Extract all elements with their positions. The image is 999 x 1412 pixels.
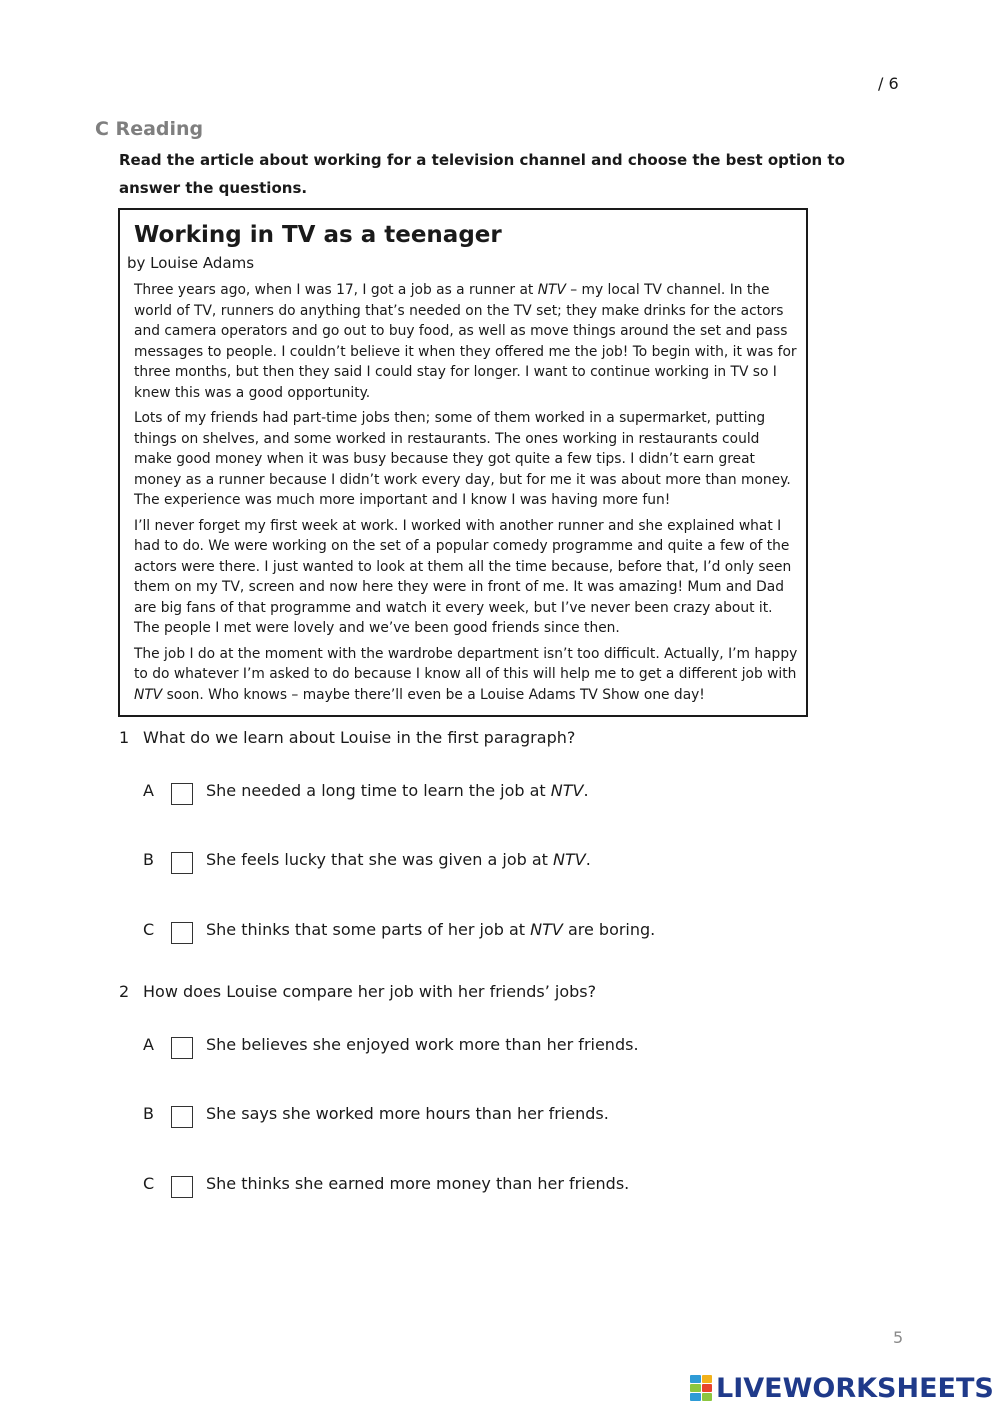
paragraph-1 xyxy=(134,280,799,403)
question-2 xyxy=(119,982,596,1001)
logo-square-icon xyxy=(690,1375,701,1383)
option-text: She thinks that some parts of her job at NTV are boring. xyxy=(206,920,656,939)
question-text: What do we learn about Louise in the first paragraph? xyxy=(143,728,576,747)
score-label: / 6 xyxy=(878,74,899,93)
q2-option-a-checkbox[interactable] xyxy=(171,1037,193,1059)
option-letter: B xyxy=(143,1104,154,1123)
paragraph-3: I’ll never forget my first week at work. I worked with another runner and she explained what I had to do. We were working on the set of a popular comedy programme and quite a few of the actors were there. I just wanted to look at them all the time because, before that, I’d only seen them on my TV, screen and now here they were in front of me. It was amazing! Mum and Dad are big fans of that programme and watch it every week, but I’ve never been crazy about it. The people I met were lovely and we’ve been good friends since then. xyxy=(134,517,792,636)
paragraph-1-text-a: Three years ago, when I was 17, I got a job as a runner at xyxy=(134,282,538,298)
option-text: She believes she enjoyed work more than her friends. xyxy=(206,1035,639,1054)
article-body xyxy=(134,280,799,710)
paragraph-4-channel: NTV xyxy=(134,686,163,703)
article-box xyxy=(118,208,808,717)
paragraph-4 xyxy=(134,644,799,706)
question-1 xyxy=(119,728,575,747)
logo-text: LIVEWORKSHEETS xyxy=(716,1372,994,1404)
option-letter: B xyxy=(143,850,154,869)
option-letter: C xyxy=(143,920,155,939)
paragraph-4-text-a: The job I do at the moment with the wardrobe department isn’t too difficult. Actually, I’m happy to do whatever I’m asked to do because I know all of this will help me to get a different job with xyxy=(134,645,798,682)
logo-square-icon xyxy=(702,1384,713,1392)
paragraph-1-channel: NTV xyxy=(537,282,566,298)
paragraph-2: Lots of my friends had part-time jobs then; some of them worked in a supermarket, putting things on shelves, and some worked in restaurants. The ones working in restaurants could make good money when it was busy because they got quite a few tips. I didn’t earn great money as a runner because I didn’t work every day, but for me it was about more than money. The experience was much more important and I know I was having more fun! xyxy=(134,410,791,508)
q1-option-b-checkbox[interactable] xyxy=(171,852,193,874)
q2-option-c-checkbox[interactable] xyxy=(171,1176,193,1198)
option-text: She feels lucky that she was given a job at NTV. xyxy=(206,850,591,869)
liveworksheets-logo-icon xyxy=(690,1375,712,1401)
section-title: C Reading xyxy=(95,118,204,140)
article-byline: by Louise Adams xyxy=(127,254,255,272)
q2-option-b-checkbox[interactable] xyxy=(171,1106,193,1128)
option-letter: A xyxy=(143,781,154,800)
liveworksheets-logo xyxy=(690,1371,994,1405)
logo-square-icon xyxy=(690,1393,701,1401)
paragraph-4-text-b: soon. Who knows – maybe there’ll even be a Louise Adams TV Show one day! xyxy=(162,686,705,703)
option-text: She thinks she earned more money than her friends. xyxy=(206,1174,630,1193)
q1-option-c-checkbox[interactable] xyxy=(171,922,193,944)
article-title: Working in TV as a teenager xyxy=(134,222,502,248)
logo-square-icon xyxy=(702,1393,713,1401)
logo-square-icon xyxy=(702,1375,713,1383)
question-number: 2 xyxy=(119,982,130,1001)
paragraph-1-text-b: – my local TV channel. In the world of TV, runners do anything that’s needed on the TV set; they make drinks for the actors and camera operators and go out to buy food, as well as move things around the set and pass messages to people. I couldn’t believe it when they offered me the job! To begin with, it was for three months, but then they said I could stay for longer. I want to continue working in TV so I knew this was a good opportunity. xyxy=(134,282,797,401)
option-letter: C xyxy=(143,1174,155,1193)
instructions: Read the article about working for a television channel and choose the best option to answer the questions. xyxy=(119,151,845,197)
question-text: How does Louise compare her job with her friends’ jobs? xyxy=(143,982,597,1001)
logo-square-icon xyxy=(690,1384,701,1392)
page-number: 5 xyxy=(893,1328,904,1347)
option-letter: A xyxy=(143,1035,154,1054)
question-number: 1 xyxy=(119,728,130,747)
q1-option-a-checkbox[interactable] xyxy=(171,783,193,805)
option-text: She needed a long time to learn the job at NTV. xyxy=(206,781,589,800)
option-text: She says she worked more hours than her friends. xyxy=(206,1104,609,1123)
